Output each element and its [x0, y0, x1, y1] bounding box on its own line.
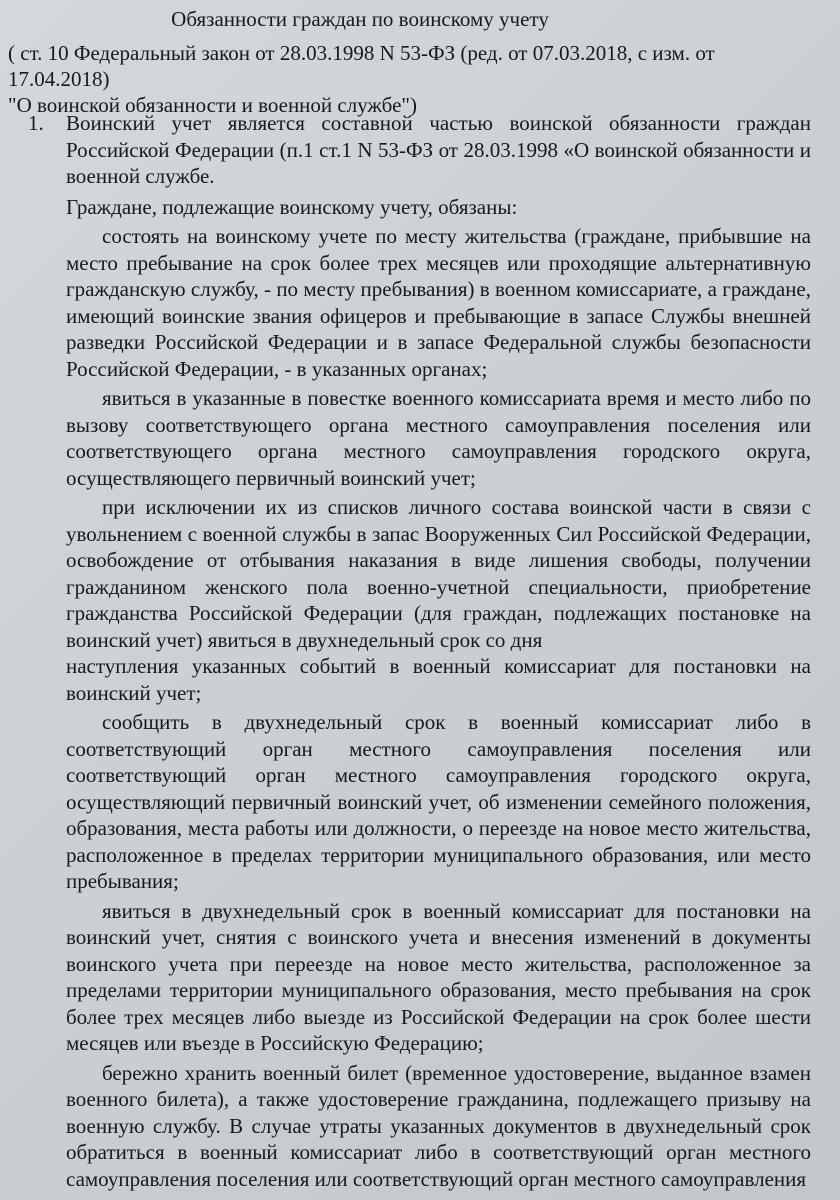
page-title: Обязанности граждан по воинскому учету	[171, 7, 549, 31]
duty-paragraph-continued: наступления указанных событий в военный комиссариат для постановки на воинский учет;	[66, 654, 811, 705]
item-number: 1.	[28, 111, 44, 135]
item-body	[66, 110, 811, 1192]
duty-paragraph: бережно хранить военный билет (временное удостоверение, выданное взамен военного билета), а также удостоверение гражданина, подлежащего призыву на военную службу. В случае утраты указанных документов в двухнедельный срок обратиться в военный комиссариат либо в соответствующий орган местного самоуправления поселения или соответствующий орган местного самоуправления	[66, 1060, 811, 1191]
duty-paragraph: при исключении их из списков личного состава воинской части в связи с увольнением с военной службы в запас Вооруженных Сил Российской Федерации, освобождение от отбывания наказания в виде лишения свободы, получении гражданином женского пола военно-учетной специальности, приобретение гражданства Российской Федерации (для граждан, подлежащих постановке на воинский учет) явиться в двухнедельный срок со дня	[66, 495, 811, 652]
law-reference-line-2: "О воинской обязанности и военной службе")	[8, 93, 417, 117]
duty-paragraph: явиться в двухнедельный срок в военный комиссариат для постановки на воинский учет, снятия с воинского учета и внесения изменений в документы воинского учета при переезде на новое место жительства, расположенное за пределами территории муниципального образования, место пребывания на срок более трех месяцев либо выезде из Российской Федерации на срок более шести месяцев или въезде в Российскую Федерацию;	[66, 898, 811, 1055]
duty-paragraph: состоять на воинскому учете по месту жительства (граждане, прибывшие на место пребывание на срок более трех месяцев или проходящие альтернативную гражданскую службу, - по месту пребывания) в военном комиссариате, а граждане, имеющий воинские звания офицеров и пребывающие в запасе Службы внешней разведки Российской Федерации и в запасе Федеральной службы безопасности Российской Федерации, - в указанных органах;	[66, 224, 811, 381]
duty-paragraph: сообщить в двухнедельный срок в военный комиссариат либо в соответствующий орган местного самоуправления поселения или соответствующий орган местного самоуправления городского округа, осуществляющий первичный воинский учет, об изменении семейного положения, образования, места работы или должности, о переезде на новое место жительства, расположенное в пределах территории муниципального образования, или место пребывания;	[66, 710, 811, 893]
item-intro: Воинский учет является составной частью воинской обязанности граждан Российской Федерации (п.1 ст.1 N 53-ФЗ от 28.03.1998 «О воинской обязанности и военной службе.	[66, 111, 811, 188]
law-reference-line-1: ( ст. 10 Федеральный закон от 28.03.1998 N 53-ФЗ (ред. от 07.03.2018, с изм. от 17.04.2018)	[8, 41, 715, 91]
duty-paragraph: явиться в указанные в повестке военного комиссариата время и место либо по вызову соответствующего органа местного самоуправления поселения или соответствующего органа местного самоуправления городского округа, осуществляющего первичный воинский учет;	[66, 386, 811, 490]
duties-lead: Граждане, подлежащие воинскому учету, обязаны:	[66, 194, 518, 219]
law-reference	[8, 40, 808, 118]
